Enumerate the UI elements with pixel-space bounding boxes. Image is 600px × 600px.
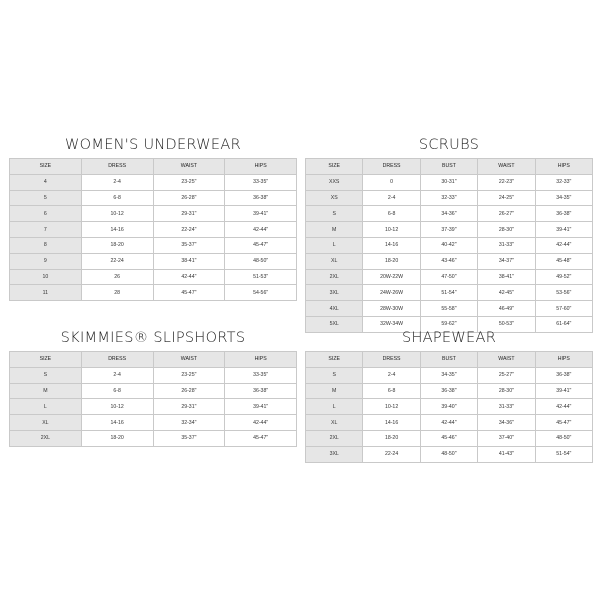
waist-cell: 23-25": [153, 174, 225, 190]
size-cell: L: [306, 399, 363, 415]
table-row: [10, 269, 297, 285]
dress-cell: 24W-26W: [363, 285, 420, 301]
hips-cell: 48-50": [225, 253, 297, 269]
table-row: [10, 367, 297, 383]
size-cell: 2XL: [306, 430, 363, 446]
hips-cell: 51-53": [225, 269, 297, 285]
hips-cell: 39-41": [535, 222, 592, 238]
dress-cell: 14-16: [363, 237, 420, 253]
scrubs-table: [305, 158, 593, 333]
scrubs-title: SCRUBS: [418, 137, 480, 153]
waist-cell: 22-24": [153, 222, 225, 238]
header-row: [10, 352, 297, 368]
bust-cell: 32-33": [420, 190, 477, 206]
bust-cell: 55-58": [420, 301, 477, 317]
header-dress: DRESS: [363, 352, 420, 368]
size-cell: M: [10, 383, 82, 399]
hips-cell: 36-38": [225, 190, 297, 206]
table-row: [306, 446, 593, 462]
hips-cell: 54-56": [225, 285, 297, 301]
hips-cell: 51-54": [535, 446, 592, 462]
table-row: [10, 237, 297, 253]
size-cell: L: [10, 399, 82, 415]
waist-cell: 25-27": [478, 367, 535, 383]
table-row: [306, 430, 593, 446]
waist-cell: 28-30": [478, 383, 535, 399]
size-cell: 9: [10, 253, 82, 269]
header-row: [10, 159, 297, 175]
table-row: [306, 415, 593, 431]
table-row: [306, 399, 593, 415]
bust-cell: 37-39": [420, 222, 477, 238]
table-row: [10, 430, 297, 446]
hips-cell: 36-38": [535, 206, 592, 222]
bust-cell: 34-35": [420, 367, 477, 383]
header-waist: WAIST: [153, 159, 225, 175]
header-hips: HIPS: [225, 352, 297, 368]
hips-cell: 39-41": [225, 206, 297, 222]
dress-cell: 10-12: [81, 399, 153, 415]
dress-cell: 20W-22W: [363, 269, 420, 285]
bust-cell: 40-42": [420, 237, 477, 253]
skimmies-block: [9, 328, 297, 447]
dress-cell: 32W-34W: [363, 316, 420, 332]
size-cell: 2XL: [10, 430, 82, 446]
size-cell: 8: [10, 237, 82, 253]
womens-underwear-title: WOMEN'S UNDERWEAR: [65, 137, 241, 153]
size-cell: 5XL: [306, 316, 363, 332]
waist-cell: 31-33": [478, 237, 535, 253]
shapewear-block: [305, 328, 593, 463]
table-row: [306, 285, 593, 301]
size-cell: 3XL: [306, 285, 363, 301]
size-cell: 4: [10, 174, 82, 190]
dress-cell: 10-12: [363, 222, 420, 238]
waist-cell: 24-25": [478, 190, 535, 206]
size-cell: XS: [306, 190, 363, 206]
size-cell: S: [306, 206, 363, 222]
table-row: [10, 253, 297, 269]
size-cell: XL: [10, 415, 82, 431]
table-row: [306, 190, 593, 206]
header-size: SIZE: [10, 159, 82, 175]
hips-cell: 53-56": [535, 285, 592, 301]
size-cell: 7: [10, 222, 82, 238]
header-size: SIZE: [306, 352, 363, 368]
hips-cell: 57-60": [535, 301, 592, 317]
bust-cell: 43-46": [420, 253, 477, 269]
size-cell: 10: [10, 269, 82, 285]
hips-cell: 42-44": [535, 399, 592, 415]
hips-cell: 33-35": [225, 367, 297, 383]
bust-cell: 47-50": [420, 269, 477, 285]
bust-cell: 45-46": [420, 430, 477, 446]
size-cell: S: [306, 367, 363, 383]
table-row: [306, 206, 593, 222]
hips-cell: 45-48": [535, 253, 592, 269]
shapewear-title: SHAPEWEAR: [401, 330, 497, 346]
table-row: [10, 190, 297, 206]
hips-cell: 45-47": [535, 415, 592, 431]
table-row: [306, 253, 593, 269]
size-cell: XL: [306, 415, 363, 431]
table-row: [306, 301, 593, 317]
hips-cell: 42-44": [225, 222, 297, 238]
hips-cell: 33-35": [225, 174, 297, 190]
hips-cell: 45-47": [225, 237, 297, 253]
waist-cell: 29-31": [153, 399, 225, 415]
waist-cell: 35-37": [153, 237, 225, 253]
dress-cell: 6-8: [81, 190, 153, 206]
table-row: [306, 222, 593, 238]
waist-cell: 26-28": [153, 383, 225, 399]
dress-cell: 2-4: [81, 174, 153, 190]
header-bust: BUST: [420, 352, 477, 368]
header-size: SIZE: [306, 159, 363, 175]
dress-cell: 18-20: [363, 430, 420, 446]
size-cell: L: [306, 237, 363, 253]
header-bust: BUST: [420, 159, 477, 175]
hips-cell: 42-44": [535, 237, 592, 253]
dress-cell: 18-20: [363, 253, 420, 269]
waist-cell: 35-37": [153, 430, 225, 446]
waist-cell: 28-30": [478, 222, 535, 238]
size-cell: 2XL: [306, 269, 363, 285]
size-cell: XXS: [306, 174, 363, 190]
bust-cell: 42-44": [420, 415, 477, 431]
hips-cell: 36-38": [225, 383, 297, 399]
header-waist: WAIST: [478, 352, 535, 368]
table-row: [306, 237, 593, 253]
dress-cell: 14-16: [363, 415, 420, 431]
bust-cell: 39-40": [420, 399, 477, 415]
header-row: [306, 159, 593, 175]
hips-cell: 34-35": [535, 190, 592, 206]
header-waist: WAIST: [153, 352, 225, 368]
size-cell: M: [306, 383, 363, 399]
table-row: [10, 415, 297, 431]
waist-cell: 38-41": [478, 269, 535, 285]
header-waist: WAIST: [478, 159, 535, 175]
bust-cell: 34-36": [420, 206, 477, 222]
waist-cell: 34-36": [478, 415, 535, 431]
table-row: [10, 383, 297, 399]
dress-cell: 28W-30W: [363, 301, 420, 317]
size-cell: M: [306, 222, 363, 238]
dress-cell: 6-8: [363, 206, 420, 222]
waist-cell: 34-37": [478, 253, 535, 269]
dress-cell: 26: [81, 269, 153, 285]
bust-cell: 48-50": [420, 446, 477, 462]
table-row: [306, 269, 593, 285]
waist-cell: 46-49": [478, 301, 535, 317]
size-cell: 5: [10, 190, 82, 206]
dress-cell: 22-24: [363, 446, 420, 462]
dress-cell: 6-8: [363, 383, 420, 399]
size-cell: 6: [10, 206, 82, 222]
size-cell: 4XL: [306, 301, 363, 317]
header-dress: DRESS: [81, 159, 153, 175]
table-row: [10, 222, 297, 238]
hips-cell: 36-38": [535, 367, 592, 383]
header-hips: HIPS: [535, 159, 592, 175]
dress-cell: 10-12: [363, 399, 420, 415]
header-dress: DRESS: [363, 159, 420, 175]
dress-cell: 14-16: [81, 222, 153, 238]
dress-cell: 10-12: [81, 206, 153, 222]
shapewear-table: [305, 351, 593, 463]
table-row: [306, 174, 593, 190]
waist-cell: 26-27": [478, 206, 535, 222]
hips-cell: 42-44": [225, 415, 297, 431]
bust-cell: 36-38": [420, 383, 477, 399]
skimmies-table: [9, 351, 297, 447]
skimmies-title: SKIMMIES® SLIPSHORTS: [60, 330, 246, 346]
header-hips: HIPS: [225, 159, 297, 175]
waist-cell: 37-40": [478, 430, 535, 446]
table-row: [10, 206, 297, 222]
table-row: [10, 174, 297, 190]
dress-cell: 2-4: [363, 367, 420, 383]
table-row: [306, 367, 593, 383]
hips-cell: 39-41": [225, 399, 297, 415]
bust-cell: 59-62": [420, 316, 477, 332]
waist-cell: 45-47": [153, 285, 225, 301]
hips-cell: 49-52": [535, 269, 592, 285]
hips-cell: 61-64": [535, 316, 592, 332]
dress-cell: 2-4: [363, 190, 420, 206]
dress-cell: 18-20: [81, 430, 153, 446]
waist-cell: 41-43": [478, 446, 535, 462]
size-cell: 3XL: [306, 446, 363, 462]
table-row: [306, 383, 593, 399]
header-dress: DRESS: [81, 352, 153, 368]
waist-cell: 38-41": [153, 253, 225, 269]
hips-cell: 48-50": [535, 430, 592, 446]
waist-cell: 50-53": [478, 316, 535, 332]
dress-cell: 6-8: [81, 383, 153, 399]
table-row: [10, 399, 297, 415]
size-cell: S: [10, 367, 82, 383]
waist-cell: 31-33": [478, 399, 535, 415]
size-cell: 11: [10, 285, 82, 301]
waist-cell: 42-44": [153, 269, 225, 285]
waist-cell: 23-25": [153, 367, 225, 383]
dress-cell: 14-16: [81, 415, 153, 431]
bust-cell: 51-54": [420, 285, 477, 301]
table-row: [10, 285, 297, 301]
waist-cell: 26-28": [153, 190, 225, 206]
bust-cell: 30-31": [420, 174, 477, 190]
dress-cell: 2-4: [81, 367, 153, 383]
hips-cell: 39-41": [535, 383, 592, 399]
waist-cell: 22-23": [478, 174, 535, 190]
dress-cell: 22-24: [81, 253, 153, 269]
womens-underwear-table: [9, 158, 297, 301]
dress-cell: 0: [363, 174, 420, 190]
hips-cell: 45-47": [225, 430, 297, 446]
header-hips: HIPS: [535, 352, 592, 368]
waist-cell: 32-34": [153, 415, 225, 431]
header-size: SIZE: [10, 352, 82, 368]
scrubs-block: [305, 135, 593, 333]
header-row: [306, 352, 593, 368]
womens-underwear-block: [9, 135, 297, 301]
waist-cell: 42-45": [478, 285, 535, 301]
waist-cell: 29-31": [153, 206, 225, 222]
size-cell: XL: [306, 253, 363, 269]
hips-cell: 32-33": [535, 174, 592, 190]
dress-cell: 18-20: [81, 237, 153, 253]
dress-cell: 28: [81, 285, 153, 301]
